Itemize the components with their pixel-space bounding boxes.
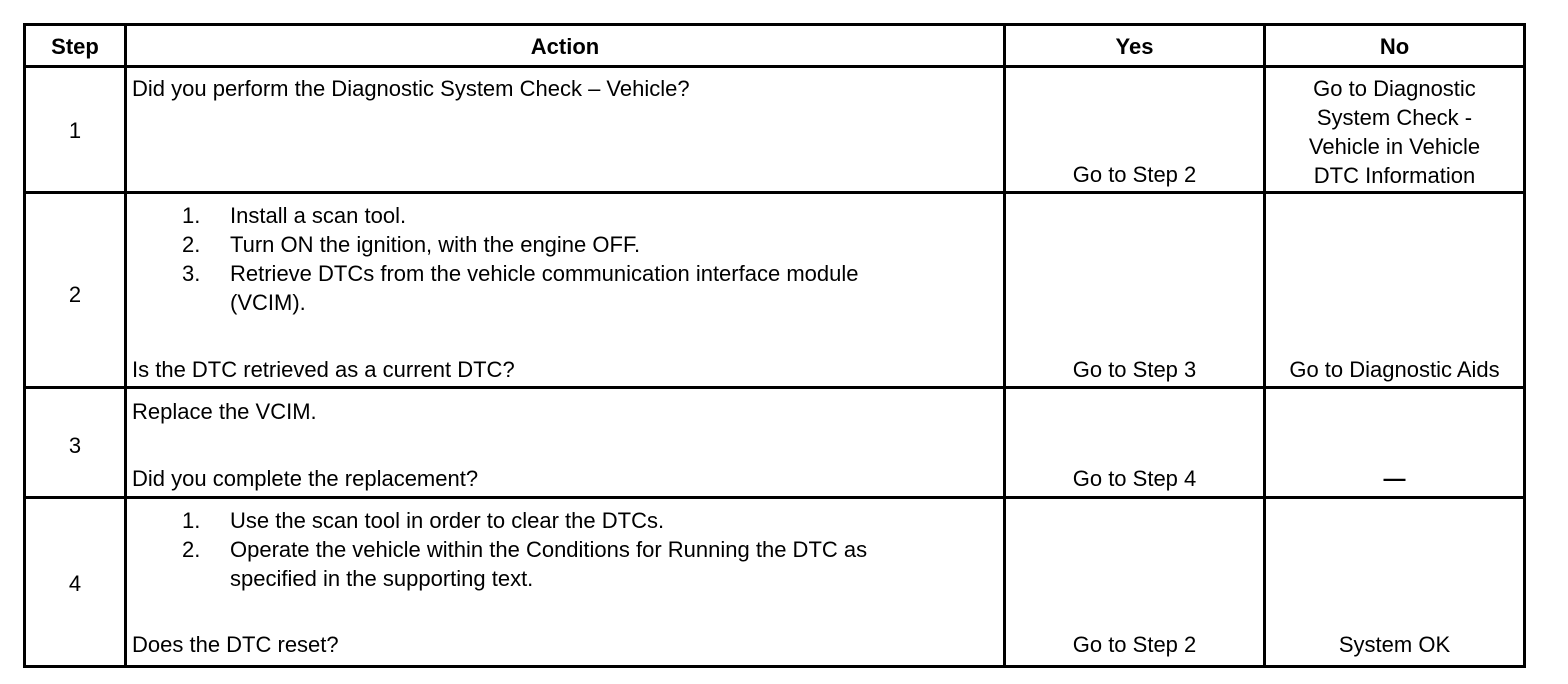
no-result: System OK [1338,632,1451,657]
no-result-line: DTC Information [1313,163,1476,188]
header-yes: Yes [1115,34,1154,59]
column-divider [1003,26,1006,665]
step-number: 2 [68,282,82,307]
action-question: Does the DTC reset? [132,632,339,657]
list-item [127,230,1003,259]
list-number: 1. [182,508,201,533]
action-question: Did you perform the Diagnostic System Check – Vehicle? [132,76,690,101]
no-result-line: Vehicle in Vehicle [1308,134,1481,159]
step-number: 1 [68,118,82,143]
list-item [127,259,1003,317]
numbered-list [127,506,1003,593]
header-action: Action [530,34,600,59]
step-number: 4 [68,571,82,596]
action-question: Did you complete the replacement? [132,466,479,491]
no-result: — [1383,466,1406,491]
list-number: 1. [182,203,201,228]
yes-result: Go to Step 3 [1072,357,1197,382]
list-number: 2. [182,537,201,562]
no-result [1266,74,1523,190]
row-divider [26,65,1523,68]
no-result: Go to Diagnostic Aids [1289,357,1500,382]
list-text-continued: (VCIM). [230,290,306,315]
list-item [127,535,1003,593]
no-result-line: Go to Diagnostic [1313,76,1476,101]
yes-result: Go to Step 2 [1072,162,1197,187]
list-text: Retrieve DTCs from the vehicle communication interface module [230,261,859,286]
action-steps [127,201,1003,317]
yes-result: Go to Step 2 [1072,632,1197,657]
header-no: No [1379,34,1410,59]
header-step: Step [51,34,99,59]
action-instruction: Replace the VCIM. [132,399,317,424]
list-item [127,506,1003,535]
list-number: 2. [182,232,201,257]
diagnostic-table [23,23,1526,668]
no-result-line: System Check - [1316,105,1473,130]
list-item [127,201,1003,230]
step-number: 3 [68,433,82,458]
action-steps [127,506,1003,593]
row-divider [26,386,1523,389]
yes-result: Go to Step 4 [1072,466,1197,491]
numbered-list [127,201,1003,317]
row-divider [26,496,1523,499]
list-text: Use the scan tool in order to clear the DTCs. [230,508,665,533]
list-text: Operate the vehicle within the Conditions for Running the DTC as [230,537,868,562]
list-number: 3. [182,261,201,286]
list-text: Turn ON the ignition, with the engine OFF. [230,232,641,257]
action-question: Is the DTC retrieved as a current DTC? [132,357,515,382]
row-divider [26,191,1523,194]
list-text: Install a scan tool. [230,203,407,228]
list-text-continued: specified in the supporting text. [230,566,534,591]
